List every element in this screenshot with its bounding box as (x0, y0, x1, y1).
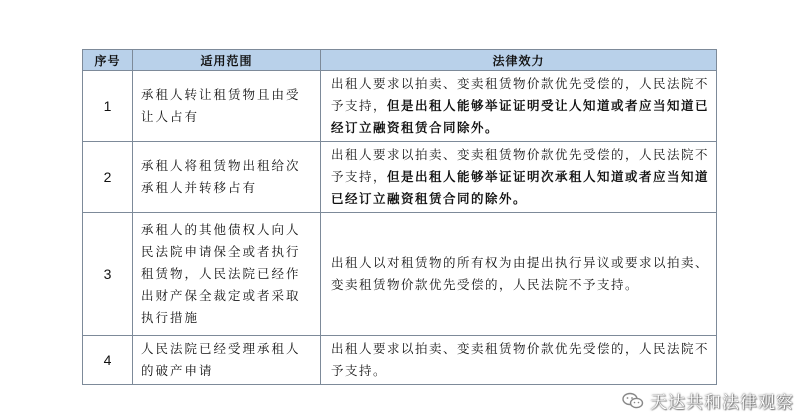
watermark (622, 388, 794, 413)
row-number: 4 (83, 336, 133, 385)
effect-plain-text: 出租人要求以拍卖、变卖租赁物价款优先受偿的，人民法院不予支持， (331, 76, 710, 113)
row-scope: 承租人转让租赁物且由受让人占有 (133, 71, 321, 142)
row-number: 2 (83, 142, 133, 213)
row-scope: 承租人的其他债权人向人民法院申请保全或者执行租赁物，人民法院已经作出财产保全裁定或者采取执行措施 (133, 213, 321, 336)
table-row (83, 336, 717, 385)
effect-plain-text: 出租人以对租赁物的所有权为由提出执行异议或要求以拍卖、变卖租赁物价款优先受偿的，人民法院不予支持。 (331, 255, 710, 292)
table-row (83, 71, 717, 142)
row-effect (321, 142, 717, 213)
effect-plain-text: 出租人要求以拍卖、变卖租赁物价款优先受偿的，人民法院不予支持。 (331, 341, 710, 378)
header-no: 序号 (83, 50, 133, 71)
header-effect: 法律效力 (321, 50, 717, 71)
table-header-row (83, 50, 717, 71)
table-row (83, 213, 717, 336)
table-row (83, 142, 717, 213)
row-scope: 承租人将租赁物出租给次承租人并转移占有 (133, 142, 321, 213)
effect-bold-text: 但是出租人能够举证证明次承租人知道或者应当知道已经订立融资租赁合同的除外。 (331, 169, 710, 206)
row-effect (321, 71, 717, 142)
header-scope: 适用范围 (133, 50, 321, 71)
table-container (82, 49, 716, 385)
row-number: 1 (83, 71, 133, 142)
effect-bold-text: 但是出租人能够举证证明受让人知道或者应当知道已经订立融资租赁合同除外。 (331, 98, 710, 135)
wechat-icon (622, 392, 644, 410)
row-scope: 人民法院已经受理承租人的破产申请 (133, 336, 321, 385)
watermark-text: 天达共和法律观察 (650, 393, 794, 413)
row-number: 3 (83, 213, 133, 336)
legal-effect-table (82, 49, 717, 385)
effect-plain-text: 出租人要求以拍卖、变卖租赁物价款优先受偿的，人民法院不予支持， (331, 147, 710, 184)
row-effect (321, 336, 717, 385)
row-effect (321, 213, 717, 336)
